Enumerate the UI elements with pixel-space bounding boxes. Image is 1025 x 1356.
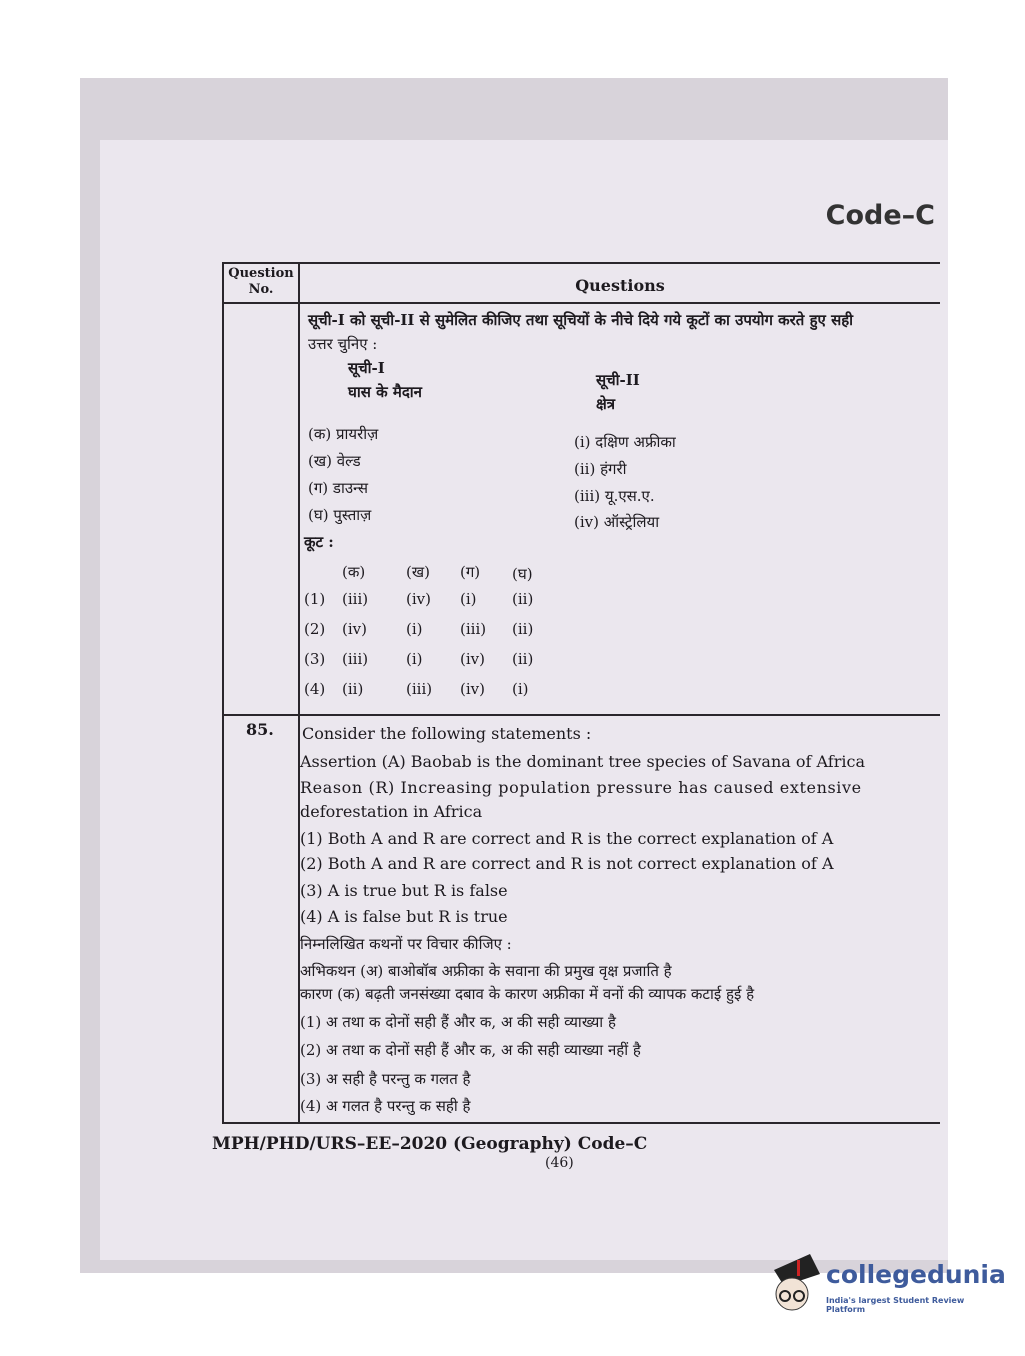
code-cell: (1)	[304, 590, 326, 608]
page-number: (46)	[545, 1155, 574, 1171]
list1-item: (ग) डाउन्स	[308, 479, 369, 497]
row-divider	[224, 714, 940, 716]
list2-item: (ii) हंगरी	[574, 460, 627, 478]
list2-title: सूची-II	[596, 371, 640, 389]
code-cell: (i)	[406, 650, 423, 668]
codes-label: कूट :	[304, 533, 334, 551]
footer-title: MPH/PHD/URS–EE–2020 (Geography) Code–C	[212, 1134, 648, 1154]
q85-hi-option: (4) अ गलत है परन्तु क सही है	[300, 1097, 471, 1115]
q85-intro: Consider the following statements :	[302, 724, 592, 743]
code-cell: (iii)	[342, 650, 369, 668]
q85-hi-assertion: अभिकथन (अ) बाओबॉब अफ्रीका के सवाना की प्रमुख वृक्ष प्रजाति है	[300, 962, 672, 980]
list1-item: (घ) पुस्ताज़	[308, 506, 372, 524]
list1-item: (ख) वेल्ड	[308, 452, 361, 470]
code-cell: (iii)	[460, 620, 487, 638]
q85-option: (1) Both A and R are correct and R is the correct explanation of A	[300, 829, 834, 848]
question-number: 85.	[246, 720, 274, 739]
header-question-no: Question No.	[228, 266, 294, 297]
code-cell: (i)	[512, 680, 529, 698]
q85-option: (4) A is false but R is true	[300, 907, 508, 926]
code-cell: (3)	[304, 650, 326, 668]
code-cell: (iv)	[460, 680, 485, 698]
code-cell: (iv)	[342, 620, 367, 638]
q85-option: (2) Both A and R are correct and R is not correct explanation of A	[300, 854, 834, 873]
q85-hi-intro: निम्नलिखित कथनों पर विचार कीजिए :	[300, 935, 512, 953]
code-header: (ख)	[406, 563, 430, 581]
q85-hi-reason: कारण (क) बढ़ती जनसंख्या दबाव के कारण अफ्रीका में वनों की व्यापक कटाई हुई है	[300, 985, 755, 1003]
code-cell: (iv)	[460, 650, 485, 668]
code-header: (घ)	[512, 565, 533, 583]
logo-name: collegedunia	[826, 1260, 1006, 1289]
question-table	[222, 262, 940, 1124]
code-cell: (4)	[304, 680, 326, 698]
q85-assertion: Assertion (A) Baobab is the dominant tree species of Savana of Africa	[300, 752, 865, 771]
q84-instruction-2: उत्तर चुनिए :	[308, 335, 378, 353]
list2-item: (iii) यू.एस.ए.	[574, 487, 655, 505]
logo-tagline: India's largest Student Review Platform	[826, 1296, 965, 1314]
list1-item: (क) प्रायरीज़	[308, 425, 379, 443]
collegedunia-logo	[770, 1252, 1006, 1322]
q85-option: (3) A is true but R is false	[300, 881, 508, 900]
code-cell: (iv)	[406, 590, 431, 608]
code-cell: (iii)	[406, 680, 433, 698]
code-cell: (ii)	[512, 650, 534, 668]
code-header: (ग)	[460, 563, 481, 581]
code-cell: (i)	[460, 590, 477, 608]
mascot-icon	[770, 1252, 822, 1322]
header-questions: Questions	[575, 276, 665, 295]
q85-reason-2: deforestation in Africa	[300, 802, 483, 821]
list2-item: (iv) ऑस्ट्रेलिया	[574, 513, 660, 531]
q85-hi-option: (3) अ सही है परन्तु क गलत है	[300, 1070, 471, 1088]
code-cell: (ii)	[512, 590, 534, 608]
code-cell: (ii)	[512, 620, 534, 638]
q85-hi-option: (1) अ तथा क दोनों सही हैं और क, अ की सही व्याख्या है	[300, 1013, 616, 1031]
q85-reason: Reason (R) Increasing population pressure has caused extensive	[300, 778, 862, 797]
code-cell: (i)	[406, 620, 423, 638]
list1-subtitle: घास के मैदान	[348, 383, 422, 401]
table-header	[224, 264, 940, 304]
code-cell: (ii)	[342, 680, 364, 698]
list1-title: सूची-I	[348, 359, 385, 377]
paper-code: Code–C	[825, 200, 935, 231]
code-cell: (2)	[304, 620, 326, 638]
code-cell: (iii)	[342, 590, 369, 608]
list2-subtitle: क्षेत्र	[596, 395, 616, 413]
list2-item: (i) दक्षिण अफ्रीका	[574, 433, 676, 451]
code-header: (क)	[342, 563, 366, 581]
q84-instruction: सूची-I को सूची-II से सुमेलित कीजिए तथा सूचियों के नीचे दिये गये कूटों का उपयोग करते हुए सही	[308, 311, 854, 329]
q85-hi-option: (2) अ तथा क दोनों सही हैं और क, अ की सही व्याख्या नहीं है	[300, 1041, 641, 1059]
